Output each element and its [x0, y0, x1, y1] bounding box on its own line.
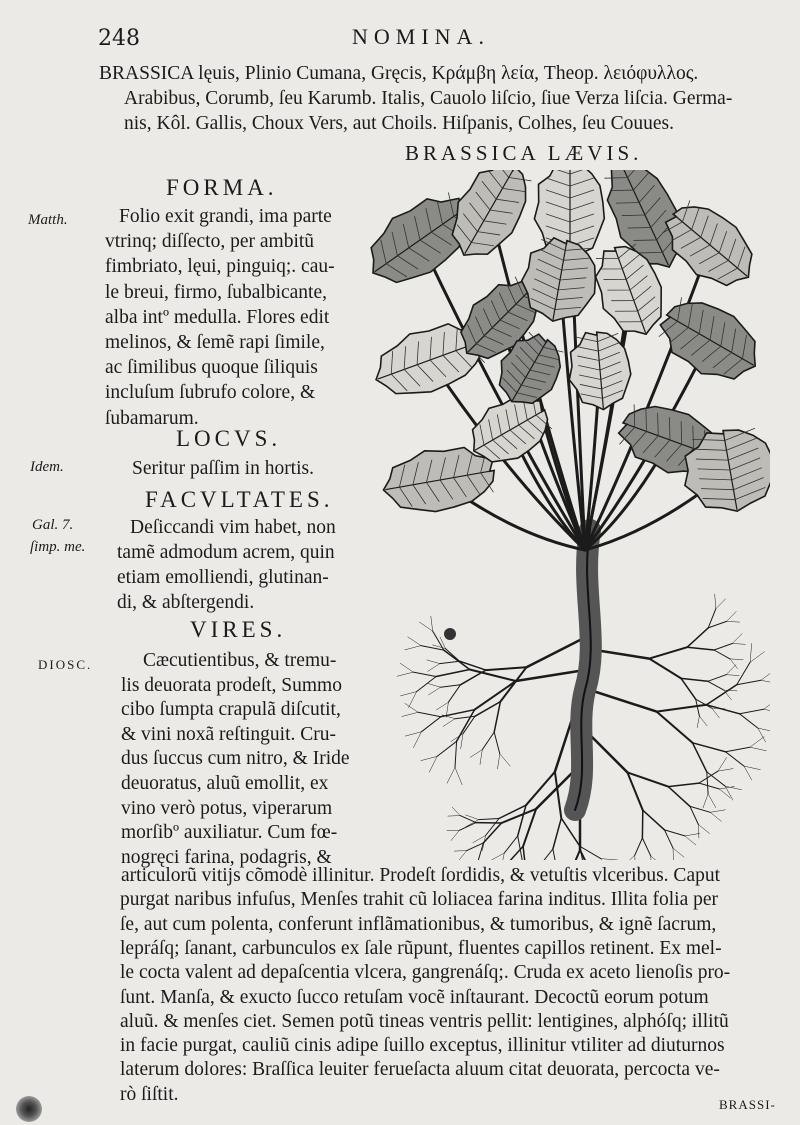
root-branch — [555, 772, 561, 818]
locus-line: Seritur paſſim in hortis. — [132, 458, 314, 479]
vires-line: nogręci farina, podagris, & — [121, 846, 332, 868]
root-branch — [457, 710, 475, 742]
root-branch — [665, 830, 674, 848]
root-branch — [516, 670, 585, 681]
root-branch — [437, 741, 457, 756]
root-branch — [500, 754, 510, 766]
root-branch — [627, 772, 642, 810]
full-line: le cocta valent ad depaſcentia vlcera, gangrenáſq;. Cruda ex aceto lienoſis pro- — [120, 962, 731, 984]
root-branch — [447, 767, 455, 783]
root-branch — [708, 609, 716, 628]
root-branch — [475, 702, 501, 717]
root-branch — [498, 754, 500, 769]
root-branch — [707, 705, 740, 714]
root-branch — [441, 710, 475, 717]
root-branch — [428, 664, 440, 672]
forma-line: fimbriato, lęui, pinguiq;. cau- — [105, 256, 335, 278]
root-branch — [725, 786, 733, 800]
root-branch — [687, 647, 714, 650]
root-branch — [764, 699, 770, 710]
root-branch — [727, 611, 737, 621]
root-branch — [681, 678, 708, 681]
root-branch — [444, 650, 470, 669]
margin-note-diosc: DIOSC. — [38, 657, 93, 672]
root-branch — [687, 628, 708, 647]
root-branch — [730, 659, 743, 660]
root-branch — [681, 678, 696, 699]
root-branch — [421, 646, 444, 651]
vires-line: morſibº auxiliatur. Cum fœ- — [121, 822, 338, 844]
root-branch — [714, 644, 732, 651]
root-branch — [522, 859, 532, 861]
full-line: articulorũ vitijs cõmodè illinitur. Prodeſt ſordidis, & vetuſtis vlceribus. Caput — [121, 865, 721, 886]
root-branch — [744, 766, 752, 780]
root-branch — [436, 702, 448, 710]
root-branch — [413, 732, 421, 748]
heading-vires: VIRES. — [190, 617, 287, 642]
root-branch — [420, 622, 433, 631]
root-branch — [526, 772, 555, 805]
root-branch — [710, 812, 721, 821]
root-branch — [697, 716, 699, 728]
root-branch — [710, 810, 725, 813]
root-branch — [761, 670, 770, 681]
root-branch — [553, 849, 557, 860]
vires-line: deuoratus, aluũ emollit, ex — [121, 773, 329, 794]
root-branch — [726, 752, 744, 766]
catchword: BRASSI- — [719, 1097, 776, 1112]
root-branch — [712, 708, 720, 718]
root-branch — [730, 659, 738, 669]
vires-line: cibo ſumpta crapulã diſcutit, — [121, 699, 341, 721]
root-branch — [601, 859, 618, 860]
full-line: lepráſq; ſanant, carbunculos ex ſale rũpunt, fluentes capillos retinent. Ex mel- — [120, 937, 722, 959]
root-branch — [518, 805, 526, 836]
root-branch — [436, 670, 470, 677]
root-branch — [523, 809, 536, 846]
vires-line: dus ſuccus cum nitro, & Iride — [121, 748, 350, 770]
root-branch — [627, 772, 668, 786]
root-branch — [750, 747, 766, 751]
root-branch — [699, 783, 719, 789]
names-line-2: Arabibus, Corumb, ſeu Karumb. Italis, Cauolo liſcio, ſiue Verza liſcia. Germa- — [124, 88, 733, 109]
root-branch — [417, 677, 437, 692]
root-branch — [405, 646, 421, 650]
root-branch — [726, 747, 750, 752]
root-branch — [590, 690, 657, 712]
root-branch — [467, 843, 484, 851]
root-branch — [504, 836, 517, 853]
plant-illustration — [370, 170, 770, 860]
root-branch — [719, 789, 730, 798]
root-branch — [707, 772, 725, 786]
forma-line: ſubamarum. — [105, 407, 199, 429]
full-line: laterum dolores: Braſſica leuiter ferueſacta aluum citat deuorata, percocta ve- — [120, 1059, 720, 1081]
plant-icon — [370, 170, 770, 860]
root-branch — [460, 816, 476, 823]
root-branch — [685, 833, 700, 836]
root-branch — [427, 660, 440, 664]
root-branch — [418, 712, 441, 716]
root-branch — [499, 805, 526, 818]
root-branch — [408, 637, 421, 646]
root-branch — [685, 836, 696, 845]
forma-line: vtrinq; diſſecto, per ambitũ — [105, 231, 315, 253]
ink-spot — [444, 628, 456, 640]
root-branch — [649, 659, 681, 679]
root-branch — [494, 732, 500, 754]
root-branch — [564, 850, 580, 860]
root-branch — [595, 650, 649, 659]
root-branch — [707, 772, 708, 794]
root-branch — [523, 846, 526, 860]
root-branch — [402, 712, 418, 716]
root-branch — [750, 644, 752, 663]
root-branch — [668, 787, 690, 807]
plate-title: BRASSICA LÆVIS. — [405, 141, 643, 165]
root-branch — [703, 794, 708, 808]
root-branch — [491, 853, 504, 860]
root-branch — [714, 650, 730, 659]
root-branch — [642, 838, 650, 856]
heading-forma: FORMA. — [166, 175, 278, 200]
root-branch — [651, 856, 662, 860]
vires-line: lis deuorata prodeſt, Summo — [121, 674, 342, 696]
root-branch — [668, 783, 699, 787]
root-branch — [455, 767, 462, 784]
root-branch — [740, 714, 758, 728]
root-branch — [433, 631, 444, 650]
root-branch — [454, 851, 467, 852]
margin-note-matth: Matth. — [28, 212, 68, 228]
root-branch — [470, 750, 482, 758]
vires-line: Cæcutientibus, & tremu- — [143, 650, 337, 671]
root-branch — [673, 848, 674, 860]
forma-line: Folio exit grandi, ima parte — [119, 206, 332, 227]
root-branch — [428, 687, 440, 695]
root-branch — [479, 819, 499, 820]
root-branch — [455, 716, 475, 718]
root-branch — [448, 816, 460, 817]
root-branch — [764, 709, 770, 713]
root-branch — [540, 849, 553, 860]
root-branch — [494, 702, 500, 733]
root-branch — [726, 665, 736, 675]
root-branch — [625, 855, 634, 860]
root-branch — [699, 716, 707, 726]
root-branch — [712, 708, 725, 709]
root-branch — [761, 680, 770, 684]
full-line: ſunt. Manſa, & exucto ſucco retuſam vocẽ inſtaurant. Decoctũ eorum potum — [120, 986, 709, 1008]
full-line: in facie purgat, cauliũ cinis adipe ſuillo exceptus, illinitur vtiliter ad diuturnos — [120, 1035, 725, 1057]
root-branch — [657, 705, 707, 712]
root-branch — [750, 737, 764, 748]
root-branch — [421, 756, 437, 760]
root-branch — [553, 818, 561, 849]
root-branch — [643, 810, 665, 830]
root-branch — [452, 807, 460, 816]
facultates-line: tamẽ admodum acrem, quin — [117, 542, 335, 563]
root-branch — [421, 717, 441, 732]
root-branch — [482, 732, 494, 750]
root-branch — [405, 703, 418, 712]
root-branch — [519, 859, 522, 861]
root-branch — [518, 836, 522, 859]
root-branch — [690, 806, 698, 824]
root-branch — [696, 699, 700, 716]
root-branch — [483, 823, 501, 843]
root-branch — [405, 732, 421, 736]
root-branch — [649, 647, 687, 658]
root-branch — [693, 743, 707, 772]
root-branch — [635, 838, 643, 855]
root-branch — [737, 662, 750, 684]
root-branch — [732, 634, 742, 644]
root-branch — [486, 667, 527, 670]
root-branch — [440, 661, 460, 663]
root-branch — [657, 712, 693, 743]
root-branch — [400, 663, 413, 672]
root-branch — [693, 743, 726, 752]
root-branch — [740, 709, 764, 714]
root-branch — [409, 692, 417, 708]
page-hole — [16, 1096, 42, 1122]
running-title: NOMINA. — [352, 24, 490, 49]
root-branch — [527, 640, 581, 667]
margin-note-idem: Idem. — [30, 459, 64, 475]
full-line: aluũ. & menſes ciet. Semen potũ tineas ventris pellit: lentigines, alphóſq; illitũ — [120, 1010, 729, 1032]
root-branch — [718, 757, 727, 771]
full-line: rò ſiſtit. — [120, 1083, 179, 1105]
root-branch — [458, 851, 466, 860]
root-branch — [707, 685, 737, 705]
root-branch — [726, 675, 739, 676]
root-branch — [744, 766, 760, 770]
root-branch — [750, 652, 764, 663]
root-branch — [397, 672, 413, 676]
heading-locus: LOCVS. — [176, 426, 282, 451]
root-branch — [429, 756, 437, 772]
page-number: 248 — [98, 26, 140, 51]
root-branch — [431, 616, 433, 631]
root-branch — [480, 750, 482, 765]
facultates-line: etiam emolliendi, glutinan- — [117, 567, 329, 588]
root-branch — [727, 621, 740, 622]
root-branch — [698, 825, 709, 834]
root-branch — [698, 825, 699, 839]
root-branch — [732, 644, 745, 645]
full-line: purgat naribus infuſus, Menſes trahit cũ loliacea farina inditus. Illita folia per — [120, 889, 719, 911]
facultates-line: Deſiccandi vim habet, non — [130, 517, 336, 538]
root-branch — [459, 823, 476, 831]
margin-note-gal-1: Gal. 7. — [32, 517, 74, 533]
root-branch — [561, 818, 580, 846]
root-branch — [758, 728, 766, 742]
margin-note-gal-2: ſimp. me. — [30, 539, 86, 555]
forma-line: melinos, & ſemẽ rapi ſimile, — [105, 332, 325, 353]
root-branch — [455, 741, 457, 767]
root-branch — [708, 681, 724, 690]
root-branch — [446, 649, 460, 662]
vires-line: vino verò potus, viperarum — [121, 797, 333, 819]
root-branch — [715, 594, 716, 609]
root-branch — [708, 621, 726, 628]
root-branch — [708, 675, 726, 682]
root-branch — [724, 690, 737, 691]
root-branch — [461, 734, 463, 749]
root-branch — [718, 769, 733, 772]
names-line-1: BRASSICA lęuis, Plinio Cumana, Gręcis, Κράμβη λεία, Theop. λειόφυλλος. — [99, 63, 699, 84]
heading-facultates: FACVLTATES. — [145, 487, 334, 512]
full-line: ſe, aut cum polenta, conferunt inflãmationibus, & tumoribus, & ignẽ ſacrum, — [120, 913, 717, 935]
facultates-line: di, & abſtergendi. — [117, 592, 255, 613]
root-branch — [400, 692, 416, 696]
root-branch — [716, 599, 726, 609]
root-branch — [451, 830, 459, 840]
root-branch — [413, 672, 436, 676]
root-branch — [708, 794, 716, 808]
root-branch — [428, 683, 441, 687]
vires-line: & vini noxã reſtinguit. Cru- — [121, 723, 337, 745]
forma-line: ac ſimilibus quoque ſiliquis — [105, 357, 318, 379]
root-branch — [673, 848, 684, 857]
forma-line: incluſum ſubrufo colore, & — [105, 382, 316, 404]
forma-line: alba intº medulla. Flores edit — [105, 306, 330, 328]
names-line-3: nis, Kôl. Gallis, Choux Vers, aut Choils. Hiſpanis, Colhes, ſeu Couues. — [124, 113, 674, 134]
root-branch — [737, 680, 761, 685]
root-branch — [500, 667, 526, 701]
root-branch — [443, 719, 455, 727]
root-branch — [690, 806, 710, 812]
root-branch — [441, 685, 461, 687]
leaf — [649, 287, 770, 395]
root-branch — [448, 685, 460, 702]
root-branch — [665, 830, 685, 836]
forma-line: le breui, firmo, ſubalbicante, — [105, 281, 328, 303]
root-branch — [440, 637, 446, 649]
